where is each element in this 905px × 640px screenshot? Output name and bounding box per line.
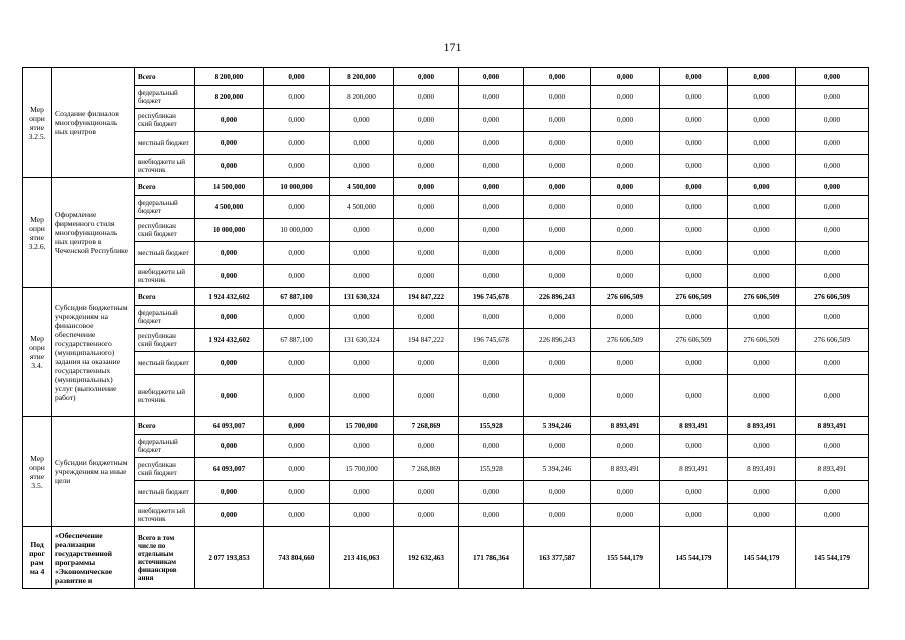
funding-source: Всего	[135, 68, 195, 86]
amount-cell: 0,000	[394, 109, 459, 132]
amount-cell: 0,000	[330, 132, 394, 155]
amount-cell: 0,000	[459, 265, 524, 288]
amount-cell: 0,000	[660, 86, 728, 109]
amount-cell: 0,000	[330, 481, 394, 504]
measure-name: Оформление фирменного стиля многофункциональ ных центров в Чеченской Республике	[52, 178, 135, 288]
amount-cell: 0,000	[524, 155, 591, 178]
table-row	[23, 458, 869, 481]
table-row	[23, 417, 869, 435]
amount-cell: 67 887,100	[264, 329, 330, 352]
measure-name: Субсидии бюджетным учреждениям на финансовое обеспечение государственного (муниципального) задания на оказание государственных (муниципальных) услуг (выполнение работ)	[52, 288, 135, 417]
amount-cell: 0,000	[728, 219, 796, 242]
amount-cell: 0,000	[195, 481, 264, 504]
amount-cell: 0,000	[459, 242, 524, 265]
amount-cell: 276 606,509	[660, 329, 728, 352]
table-row	[23, 504, 869, 527]
amount-cell: 0,000	[591, 68, 660, 86]
amount-cell: 155,928	[459, 458, 524, 481]
amount-cell: 226 896,243	[524, 329, 591, 352]
amount-cell: 4 500,000	[330, 196, 394, 219]
amount-cell: 0,000	[660, 352, 728, 375]
amount-cell: 0,000	[264, 265, 330, 288]
funding-source: Всего	[135, 288, 195, 306]
amount-cell: 0,000	[660, 132, 728, 155]
amount-cell: 0,000	[195, 132, 264, 155]
amount-cell: 0,000	[264, 375, 330, 417]
amount-cell: 0,000	[394, 242, 459, 265]
amount-cell: 276 606,509	[660, 288, 728, 306]
amount-cell: 0,000	[728, 481, 796, 504]
amount-cell: 0,000	[459, 481, 524, 504]
amount-cell: 0,000	[264, 481, 330, 504]
funding-source: федеральный бюджет	[135, 435, 195, 458]
amount-cell: 0,000	[728, 504, 796, 527]
amount-cell: 0,000	[660, 196, 728, 219]
amount-cell: 0,000	[591, 219, 660, 242]
amount-cell: 0,000	[264, 352, 330, 375]
amount-cell: 10 000,000	[264, 219, 330, 242]
amount-cell: 0,000	[330, 219, 394, 242]
amount-cell: 0,000	[728, 178, 796, 196]
amount-cell: 276 606,509	[728, 288, 796, 306]
amount-cell: 0,000	[459, 196, 524, 219]
amount-cell: 0,000	[591, 196, 660, 219]
amount-cell: 8 893,491	[796, 417, 869, 435]
amount-cell: 0,000	[660, 504, 728, 527]
amount-cell: 4 500,000	[330, 178, 394, 196]
amount-cell: 15 700,000	[330, 458, 394, 481]
amount-cell: 0,000	[591, 375, 660, 417]
amount-cell: 0,000	[728, 265, 796, 288]
amount-cell: 0,000	[591, 265, 660, 288]
amount-cell: 0,000	[394, 352, 459, 375]
amount-cell: 0,000	[394, 265, 459, 288]
amount-cell: 0,000	[796, 375, 869, 417]
amount-cell: 0,000	[394, 178, 459, 196]
funding-source: республикан ский бюджет	[135, 109, 195, 132]
amount-cell: 0,000	[394, 481, 459, 504]
amount-cell: 0,000	[728, 109, 796, 132]
amount-cell: 8 200,000	[330, 86, 394, 109]
amount-cell: 0,000	[591, 481, 660, 504]
amount-cell: 276 606,509	[591, 288, 660, 306]
amount-cell: 0,000	[330, 109, 394, 132]
table-row	[23, 68, 869, 86]
amount-cell: 196 745,678	[459, 329, 524, 352]
funding-source: республикан ский бюджет	[135, 219, 195, 242]
amount-cell: 0,000	[796, 504, 869, 527]
amount-cell: 0,000	[264, 458, 330, 481]
program-amount-cell: 213 416,063	[330, 527, 394, 589]
amount-cell: 8 200,000	[195, 68, 264, 86]
amount-cell: 0,000	[394, 435, 459, 458]
amount-cell: 10 000,000	[264, 178, 330, 196]
amount-cell: 0,000	[459, 352, 524, 375]
amount-cell: 0,000	[728, 375, 796, 417]
amount-cell: 226 896,243	[524, 288, 591, 306]
amount-cell: 10 000,000	[195, 219, 264, 242]
funding-source: внебюджетн ый источник	[135, 155, 195, 178]
amount-cell: 0,000	[796, 265, 869, 288]
amount-cell: 0,000	[591, 435, 660, 458]
table-row	[23, 265, 869, 288]
amount-cell: 0,000	[796, 435, 869, 458]
amount-cell: 0,000	[264, 196, 330, 219]
amount-cell: 0,000	[264, 86, 330, 109]
amount-cell: 0,000	[264, 132, 330, 155]
amount-cell: 0,000	[591, 86, 660, 109]
amount-cell: 0,000	[660, 109, 728, 132]
amount-cell: 0,000	[195, 265, 264, 288]
amount-cell: 0,000	[459, 109, 524, 132]
table-row	[23, 219, 869, 242]
table-row	[23, 435, 869, 458]
amount-cell: 0,000	[524, 132, 591, 155]
program-code: Под прог рам ма 4	[23, 527, 52, 589]
amount-cell: 7 268,869	[394, 417, 459, 435]
amount-cell: 0,000	[796, 109, 869, 132]
amount-cell: 5 394,246	[524, 458, 591, 481]
amount-cell: 0,000	[394, 375, 459, 417]
amount-cell: 0,000	[591, 306, 660, 329]
amount-cell: 8 893,491	[591, 458, 660, 481]
funding-source: республикан ский бюджет	[135, 329, 195, 352]
amount-cell: 1 924 432,602	[195, 329, 264, 352]
page-number: 171	[443, 40, 462, 54]
amount-cell: 0,000	[330, 375, 394, 417]
table-row	[23, 155, 869, 178]
amount-cell: 0,000	[459, 435, 524, 458]
amount-cell: 131 630,324	[330, 288, 394, 306]
amount-cell: 0,000	[524, 435, 591, 458]
amount-cell: 8 893,491	[660, 458, 728, 481]
amount-cell: 0,000	[459, 155, 524, 178]
amount-cell: 276 606,509	[591, 329, 660, 352]
amount-cell: 0,000	[591, 352, 660, 375]
amount-cell: 0,000	[264, 417, 330, 435]
table-row	[23, 86, 869, 109]
funding-source: внебюджетн ый источник	[135, 375, 195, 417]
amount-cell: 0,000	[195, 242, 264, 265]
amount-cell: 0,000	[660, 375, 728, 417]
table-row	[23, 329, 869, 352]
amount-cell: 0,000	[524, 265, 591, 288]
amount-cell: 0,000	[524, 196, 591, 219]
amount-cell: 0,000	[195, 306, 264, 329]
amount-cell: 0,000	[394, 219, 459, 242]
amount-cell: 8 893,491	[728, 417, 796, 435]
amount-cell: 0,000	[660, 178, 728, 196]
amount-cell: 0,000	[728, 155, 796, 178]
amount-cell: 1 924 432,602	[195, 288, 264, 306]
funding-source: местный бюджет	[135, 242, 195, 265]
table-row	[23, 306, 869, 329]
amount-cell: 0,000	[195, 504, 264, 527]
measure-code: Мер опри ятие 3.2.6.	[23, 178, 52, 288]
amount-cell: 0,000	[728, 132, 796, 155]
amount-cell: 0,000	[394, 86, 459, 109]
amount-cell: 0,000	[330, 155, 394, 178]
amount-cell: 0,000	[591, 242, 660, 265]
amount-cell: 0,000	[459, 219, 524, 242]
funding-source: местный бюджет	[135, 132, 195, 155]
amount-cell: 0,000	[264, 504, 330, 527]
amount-cell: 0,000	[330, 265, 394, 288]
amount-cell: 0,000	[660, 68, 728, 86]
program-amount-cell: 145 544,179	[660, 527, 728, 589]
amount-cell: 0,000	[728, 242, 796, 265]
amount-cell: 0,000	[524, 86, 591, 109]
amount-cell: 0,000	[330, 352, 394, 375]
amount-cell: 0,000	[660, 306, 728, 329]
amount-cell: 0,000	[524, 68, 591, 86]
amount-cell: 0,000	[796, 196, 869, 219]
table-row	[23, 288, 869, 306]
amount-cell: 276 606,509	[796, 288, 869, 306]
amount-cell: 0,000	[660, 242, 728, 265]
table-row	[23, 196, 869, 219]
amount-cell: 0,000	[264, 109, 330, 132]
amount-cell: 0,000	[524, 242, 591, 265]
funding-source: местный бюджет	[135, 352, 195, 375]
funding-source: внебюджетн ый источник	[135, 265, 195, 288]
table-row	[23, 178, 869, 196]
amount-cell: 196 745,678	[459, 288, 524, 306]
amount-cell: 0,000	[394, 504, 459, 527]
funding-source: федеральный бюджет	[135, 196, 195, 219]
amount-cell: 0,000	[394, 132, 459, 155]
measure-code: Мер опри ятие 3.4.	[23, 288, 52, 417]
budget-table	[22, 67, 869, 589]
amount-cell: 0,000	[195, 352, 264, 375]
funding-source: федеральный бюджет	[135, 86, 195, 109]
amount-cell: 0,000	[459, 306, 524, 329]
amount-cell: 0,000	[796, 155, 869, 178]
amount-cell: 0,000	[195, 375, 264, 417]
program-name: «Обеспечение реализации государственной программы «Экономическое развитие и	[52, 527, 135, 589]
funding-source: Всего	[135, 178, 195, 196]
amount-cell: 0,000	[524, 219, 591, 242]
amount-cell: 0,000	[728, 352, 796, 375]
program-amount-cell: 2 077 193,853	[195, 527, 264, 589]
amount-cell: 8 200,000	[195, 86, 264, 109]
amount-cell: 14 500,000	[195, 178, 264, 196]
table-row	[23, 109, 869, 132]
amount-cell: 0,000	[459, 132, 524, 155]
amount-cell: 0,000	[459, 68, 524, 86]
funding-source: федеральный бюджет	[135, 306, 195, 329]
amount-cell: 8 893,491	[591, 417, 660, 435]
program-amount-cell: 163 377,587	[524, 527, 591, 589]
program-amount-cell: 145 544,179	[796, 527, 869, 589]
amount-cell: 64 093,007	[195, 458, 264, 481]
amount-cell: 0,000	[195, 109, 264, 132]
program-amount-cell: 145 544,179	[728, 527, 796, 589]
amount-cell: 0,000	[660, 155, 728, 178]
amount-cell: 0,000	[524, 481, 591, 504]
funding-source: республикан ский бюджет	[135, 458, 195, 481]
amount-cell: 8 200,000	[330, 68, 394, 86]
amount-cell: 0,000	[660, 481, 728, 504]
amount-cell: 0,000	[796, 86, 869, 109]
amount-cell: 0,000	[459, 178, 524, 196]
amount-cell: 155,928	[459, 417, 524, 435]
measure-name: Создание филиалов многофункциональ ных центров	[52, 68, 135, 178]
table-row	[23, 352, 869, 375]
table-row	[23, 132, 869, 155]
amount-cell: 0,000	[459, 504, 524, 527]
amount-cell: 15 700,000	[330, 417, 394, 435]
program-amount-cell: 192 632,463	[394, 527, 459, 589]
amount-cell: 0,000	[524, 352, 591, 375]
amount-cell: 0,000	[728, 306, 796, 329]
table-row	[23, 375, 869, 417]
amount-cell: 0,000	[728, 435, 796, 458]
amount-cell: 0,000	[195, 435, 264, 458]
amount-cell: 0,000	[728, 68, 796, 86]
amount-cell: 0,000	[264, 68, 330, 86]
amount-cell: 8 893,491	[660, 417, 728, 435]
program-total-row	[23, 527, 869, 589]
amount-cell: 0,000	[796, 242, 869, 265]
amount-cell: 0,000	[660, 265, 728, 288]
measure-code: Мер опри ятие 3.2.5.	[23, 68, 52, 178]
amount-cell: 67 887,100	[264, 288, 330, 306]
program-source: Всего в том числе по отдельным источникам финансиров ания	[135, 527, 195, 589]
amount-cell: 0,000	[660, 435, 728, 458]
program-amount-cell: 171 786,364	[459, 527, 524, 589]
table-row	[23, 242, 869, 265]
amount-cell: 0,000	[796, 352, 869, 375]
amount-cell: 0,000	[330, 242, 394, 265]
amount-cell: 5 394,246	[524, 417, 591, 435]
amount-cell: 0,000	[195, 155, 264, 178]
amount-cell: 0,000	[796, 481, 869, 504]
amount-cell: 8 893,491	[796, 458, 869, 481]
amount-cell: 7 268,869	[394, 458, 459, 481]
amount-cell: 0,000	[330, 504, 394, 527]
amount-cell: 276 606,509	[728, 329, 796, 352]
amount-cell: 0,000	[591, 504, 660, 527]
amount-cell: 0,000	[524, 504, 591, 527]
funding-source: местный бюджет	[135, 481, 195, 504]
funding-source: внебюджетн ый источник	[135, 504, 195, 527]
amount-cell: 0,000	[394, 155, 459, 178]
amount-cell: 0,000	[796, 68, 869, 86]
measure-code: Мер опри ятие 3.5.	[23, 417, 52, 527]
amount-cell: 0,000	[660, 219, 728, 242]
funding-source: Всего	[135, 417, 195, 435]
amount-cell: 0,000	[394, 196, 459, 219]
program-amount-cell: 155 544,179	[591, 527, 660, 589]
amount-cell: 64 093,007	[195, 417, 264, 435]
amount-cell: 0,000	[524, 306, 591, 329]
amount-cell: 0,000	[524, 109, 591, 132]
amount-cell: 0,000	[524, 178, 591, 196]
amount-cell: 0,000	[394, 68, 459, 86]
table-row	[23, 481, 869, 504]
amount-cell: 131 630,324	[330, 329, 394, 352]
amount-cell: 0,000	[591, 132, 660, 155]
amount-cell: 8 893,491	[728, 458, 796, 481]
amount-cell: 0,000	[264, 306, 330, 329]
amount-cell: 276 606,509	[796, 329, 869, 352]
budget-table-body	[23, 68, 869, 589]
amount-cell: 0,000	[330, 435, 394, 458]
amount-cell: 0,000	[394, 306, 459, 329]
amount-cell: 0,000	[264, 242, 330, 265]
amount-cell: 0,000	[459, 86, 524, 109]
amount-cell: 194 847,222	[394, 288, 459, 306]
measure-name: Субсидии бюджетным учреждениям на иные цели	[52, 417, 135, 527]
amount-cell: 0,000	[524, 375, 591, 417]
program-amount-cell: 743 804,660	[264, 527, 330, 589]
amount-cell: 0,000	[591, 155, 660, 178]
amount-cell: 194 847,222	[394, 329, 459, 352]
amount-cell: 4 500,000	[195, 196, 264, 219]
amount-cell: 0,000	[591, 178, 660, 196]
amount-cell: 0,000	[796, 306, 869, 329]
amount-cell: 0,000	[264, 435, 330, 458]
amount-cell: 0,000	[264, 155, 330, 178]
amount-cell: 0,000	[459, 375, 524, 417]
amount-cell: 0,000	[330, 306, 394, 329]
amount-cell: 0,000	[796, 219, 869, 242]
amount-cell: 0,000	[591, 109, 660, 132]
amount-cell: 0,000	[728, 86, 796, 109]
amount-cell: 0,000	[728, 196, 796, 219]
amount-cell: 0,000	[796, 132, 869, 155]
amount-cell: 0,000	[796, 178, 869, 196]
